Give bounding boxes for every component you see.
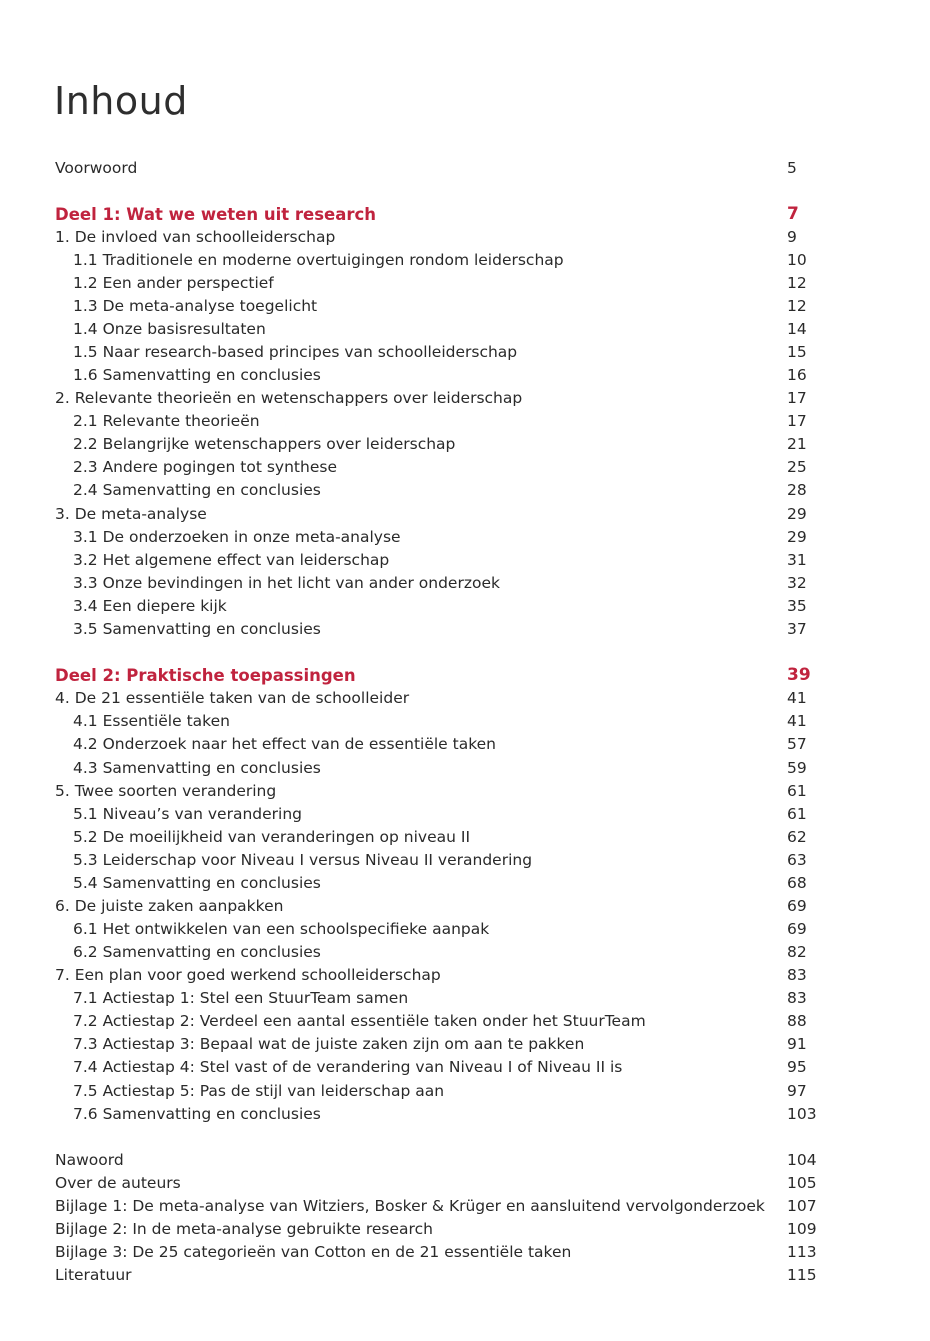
toc-section-entry [0,987,930,1010]
toc-section-entry [0,872,930,895]
toc-entry-title: 3.2 Het algemene effect van leiderschap [73,551,390,569]
toc-section-entry [0,1080,930,1103]
toc-entry [0,687,930,710]
toc-entry-title: 5. Twee soorten verandering [55,782,277,800]
toc-entry [0,1241,930,1264]
toc-page-number: 63 [787,851,807,869]
toc-page-number: 82 [787,943,807,961]
toc-entry-title: 3.1 De onderzoeken in onze meta-analyse [73,528,401,546]
toc-page-number: 107 [787,1197,817,1215]
toc-entry-title: Bijlage 1: De meta-analyse van Witziers, Bosker & Krüger en aansluitend vervolgonderzoek [55,1197,765,1215]
toc-page-number: 31 [787,551,807,569]
toc-page-number: 9 [787,228,797,246]
toc-page-number: 17 [787,412,807,430]
toc-page-number: 104 [787,1151,817,1169]
toc-entry-title: 1. De invloed van schoolleiderschap [55,228,336,246]
toc-page-number: 32 [787,574,807,592]
toc-page-number: 5 [787,159,797,177]
toc-page-number: 88 [787,1012,807,1030]
toc-page-number: 29 [787,528,807,546]
toc-page-number: 69 [787,920,807,938]
toc-entry-title: Deel 2: Praktische toepassingen [55,666,356,685]
toc-section-entry [0,849,930,872]
toc-page-number: 105 [787,1174,817,1192]
toc-page-number: 59 [787,759,807,777]
toc-section-entry [0,826,930,849]
toc-entry-title: 3. De meta-analyse [55,505,207,523]
toc-entry [0,1149,930,1172]
toc-entry [0,1195,930,1218]
toc-page-number: 57 [787,735,807,753]
toc-entry-title: 1.6 Samenvatting en conclusies [73,366,321,384]
toc-entry-title: 2.4 Samenvatting en conclusies [73,481,321,499]
toc-entry-title: 1.5 Naar research-based principes van schoolleiderschap [73,343,518,361]
toc-entry-title: 1.1 Traditionele en moderne overtuigingen rondom leiderschap [73,251,564,269]
toc-entry [0,1218,930,1241]
toc-entry-title: 7.3 Actiestap 3: Bepaal wat de juiste zaken zijn om aan te pakken [73,1035,585,1053]
toc-entry-title: 2. Relevante theorieën en wetenschappers over leiderschap [55,389,523,407]
toc-page-number: 62 [787,828,807,846]
toc-entry-title: 3.3 Onze bevindingen in het licht van ander onderzoek [73,574,500,592]
toc-section-entry [0,318,930,341]
toc-entry-title: 7.1 Actiestap 1: Stel een StuurTeam samen [73,989,409,1007]
toc-section-entry [0,479,930,502]
toc-page-number: 61 [787,782,807,800]
toc-page-number: 113 [787,1243,817,1261]
toc-section-entry [0,733,930,756]
toc-section-entry [0,526,930,549]
toc-entry-title: 4.1 Essentiële taken [73,712,230,730]
toc-section-entry [0,1033,930,1056]
toc-page-number: 39 [787,665,811,685]
toc-entry [0,895,930,918]
toc-page-number: 83 [787,966,807,984]
toc-section-entry [0,618,930,641]
toc-entry-title: Bijlage 3: De 25 categorieën van Cotton en de 21 essentiële taken [55,1243,572,1261]
toc-section-entry [0,1056,930,1079]
toc-entry-title: 6. De juiste zaken aanpakken [55,897,284,915]
toc-entry [0,1264,930,1287]
toc-section-entry [0,249,930,272]
toc-entry-title: 2.1 Relevante theorieën [73,412,260,430]
toc-page-number: 83 [787,989,807,1007]
toc-entry-title: 7.5 Actiestap 5: Pas de stijl van leiderschap aan [73,1082,445,1100]
toc-entry-title: Voorwoord [55,159,138,177]
toc-entry [0,964,930,987]
toc-entry-title: 4.2 Onderzoek naar het effect van de essentiële taken [73,735,496,753]
toc-entry-title: 2.3 Andere pogingen tot synthese [73,458,337,476]
toc-entry-title: 6.1 Het ontwikkelen van een schoolspecifieke aanpak [73,920,490,938]
toc-page-number: 97 [787,1082,807,1100]
toc-page-number: 61 [787,805,807,823]
toc-page-number: 95 [787,1058,807,1076]
toc-page-number: 91 [787,1035,807,1053]
toc-page-number: 109 [787,1220,817,1238]
toc-section-entry [0,272,930,295]
toc-section-entry [0,1103,930,1126]
toc-section-entry [0,803,930,826]
toc-entry-title: 5.3 Leiderschap voor Niveau I versus Niveau II verandering [73,851,533,869]
toc-entry-title: 7.4 Actiestap 4: Stel vast of de verandering van Niveau I of Niveau II is [73,1058,623,1076]
toc-entry-title: 1.2 Een ander perspectief [73,274,274,292]
toc-section-entry [0,410,930,433]
toc-section-entry [0,341,930,364]
toc-page-number: 15 [787,343,807,361]
toc-page-number: 10 [787,251,807,269]
toc-entry-title: 5.2 De moeilijkheid van veranderingen op niveau II [73,828,471,846]
toc-page-number: 21 [787,435,807,453]
toc-entry-title: 3.5 Samenvatting en conclusies [73,620,321,638]
toc-section-entry [0,1010,930,1033]
toc-section-entry [0,295,930,318]
toc-entry [0,226,930,249]
toc-entry-title: Bijlage 2: In de meta-analyse gebruikte research [55,1220,433,1238]
toc-entry-title: 4.3 Samenvatting en conclusies [73,759,321,777]
toc-entry-title: 3.4 Een diepere kijk [73,597,227,615]
toc-page-number: 69 [787,897,807,915]
toc-section-entry [0,757,930,780]
toc-entry-title: 6.2 Samenvatting en conclusies [73,943,321,961]
toc-page-number: 29 [787,505,807,523]
toc-section-entry [0,918,930,941]
toc-section-entry [0,433,930,456]
toc-part-heading [0,664,930,687]
toc-entry-title: Over de auteurs [55,1174,181,1192]
toc-section-entry [0,364,930,387]
toc-entry-title: 1.4 Onze basisresultaten [73,320,266,338]
toc-entry-title: 1.3 De meta-analyse toegelicht [73,297,318,315]
toc-section-entry [0,941,930,964]
toc-entry-title: 5.1 Niveau’s van verandering [73,805,302,823]
toc-section-entry [0,710,930,733]
toc-page-number: 17 [787,389,807,407]
toc-entry-title: 7.2 Actiestap 2: Verdeel een aantal essentiële taken onder het StuurTeam [73,1012,646,1030]
toc-entry [0,503,930,526]
toc-entry-title: 7. Een plan voor goed werkend schoolleiderschap [55,966,441,984]
toc-section-entry [0,572,930,595]
toc-page-number: 41 [787,712,807,730]
toc-entry-title: 2.2 Belangrijke wetenschappers over leiderschap [73,435,456,453]
toc-page-number: 103 [787,1105,817,1123]
toc-page-number: 41 [787,689,807,707]
toc-entry [0,780,930,803]
toc-entry-title: 7.6 Samenvatting en conclusies [73,1105,321,1123]
page-title: Inhoud [54,79,188,123]
toc-entry-title: 4. De 21 essentiële taken van de schoolleider [55,689,410,707]
toc-section-entry [0,549,930,572]
toc-entry-title: Literatuur [55,1266,132,1284]
toc-page-number: 115 [787,1266,817,1284]
toc-page-number: 28 [787,481,807,499]
toc-entry [0,157,930,180]
toc-section-entry [0,456,930,479]
toc-part-heading [0,203,930,226]
toc-entry-title: 5.4 Samenvatting en conclusies [73,874,321,892]
toc-page-number: 68 [787,874,807,892]
toc-page-number: 16 [787,366,807,384]
toc-page-number: 7 [787,204,799,224]
toc-entry-title: Nawoord [55,1151,124,1169]
toc-page-number: 37 [787,620,807,638]
toc-page-number: 35 [787,597,807,615]
toc-entry [0,1172,930,1195]
toc-page-number: 14 [787,320,807,338]
toc-page-number: 12 [787,297,807,315]
toc-page-number: 12 [787,274,807,292]
toc-section-entry [0,595,930,618]
toc-page-number: 25 [787,458,807,476]
toc-entry [0,387,930,410]
toc-entry-title: Deel 1: Wat we weten uit research [55,205,377,224]
